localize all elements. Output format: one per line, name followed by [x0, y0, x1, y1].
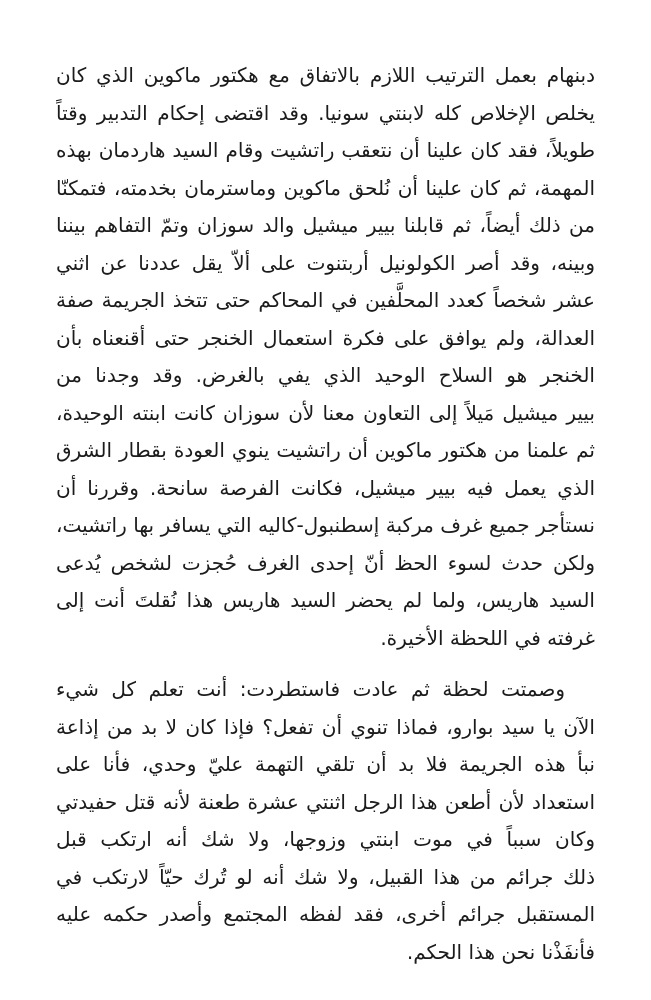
text-line: وبينه، وقد أصر الكولونيل أربتنوت على ألاّ يقل عددنا عن اثني	[56, 250, 595, 275]
text-line: عشر شخصاً كعدد المحلَّفين في المحاكم حتى تتخذ الجريمة صفة	[56, 288, 595, 312]
text-line: يخلص الإخلاص كله لابنتي سونيا. وقد اقتضى إحكام التدبير وقتاً	[56, 100, 595, 125]
text-line: السيد هاريس، ولما لم يحضر السيد هاريس هذا نُقلتَ أنت إلى	[56, 588, 595, 612]
text-line: العدالة، ولم يوافق على فكرة استعمال الخنجر حتى أقنعناه بأن	[56, 325, 595, 350]
text-line: استعداد لأن أطعن هذا الرجل اثنتي عشرة طعنة لأنه قتل حفيدتي	[56, 789, 595, 814]
text-line: فأنفَذْنا نحن هذا الحكم.	[406, 939, 595, 964]
text-line: طويلاً، فقد كان علينا أن نتعقب راتشيت وقام السيد هاردمان بهذه	[56, 138, 595, 162]
text-line: دبنهام بعمل الترتيب اللازم بالاتفاق مع هكتور ماكوين الذي كان	[56, 63, 595, 87]
text-line: الخنجر هو السلاح الوحيد الذي يفي بالغرض. وقد وجدنا من	[56, 363, 595, 387]
body-text	[56, 57, 595, 971]
text-line: نبأ هذه الجريمة فلا بد أن تلقي التهمة عليّ وحدي، فأنا على	[56, 752, 595, 776]
text-line: وكان سبباً في موت ابنتي وزوجها، ولا شك أنه ارتكب قبل	[56, 827, 595, 851]
text-line: ذلك جرائم من هذا القبيل، ولا شك أنه لو تُرك حيّاً لارتكب في	[56, 864, 595, 889]
text-line: من ذلك أيضاً، ثم قابلنا بيير ميشيل والد سوزان وتمّ التفاهم بيننا	[56, 213, 595, 237]
text-line: المهمة، ثم كان علينا أن نُلحق ماكوين وماسترمان بخدمته، فتمكنّا	[56, 175, 595, 200]
text-line: المستقبل جرائم أخرى، فقد لفظه المجتمع وأصدر حكمه عليه	[56, 902, 595, 926]
text-line: وصمتت لحظة ثم عادت فاستطردت: أنت تعلم كل شيء	[56, 677, 565, 701]
text-line: الآن يا سيد بوارو، فماذا تنوي أن تفعل؟ فإذا كان لا بد من إذاعة	[56, 714, 595, 739]
text-line: نستأجر جميع غرف مركبة إسطنبول-كاليه التي يسافر بها راتشيت،	[56, 513, 595, 537]
text-line: الذي يعمل فيه بيير ميشيل، فكانت الفرصة سانحة. وقررنا أن	[56, 475, 595, 500]
paragraph-2	[56, 671, 595, 971]
text-line: ولكن حدث لسوء الحظ أنّ إحدى الغرف حُجزت لشخص يُدعى	[56, 550, 595, 575]
text-line: ثم علمنا من هكتور ماكوين أن راتشيت ينوي العودة بقطار الشرق	[56, 438, 595, 462]
text-line: بيير ميشيل مَيلاً إلى التعاون معنا لأن سوزان كانت ابنته الوحيدة،	[56, 400, 595, 425]
text-line: غرفته في اللحظة الأخيرة.	[380, 625, 595, 650]
paragraph-1	[56, 57, 595, 657]
